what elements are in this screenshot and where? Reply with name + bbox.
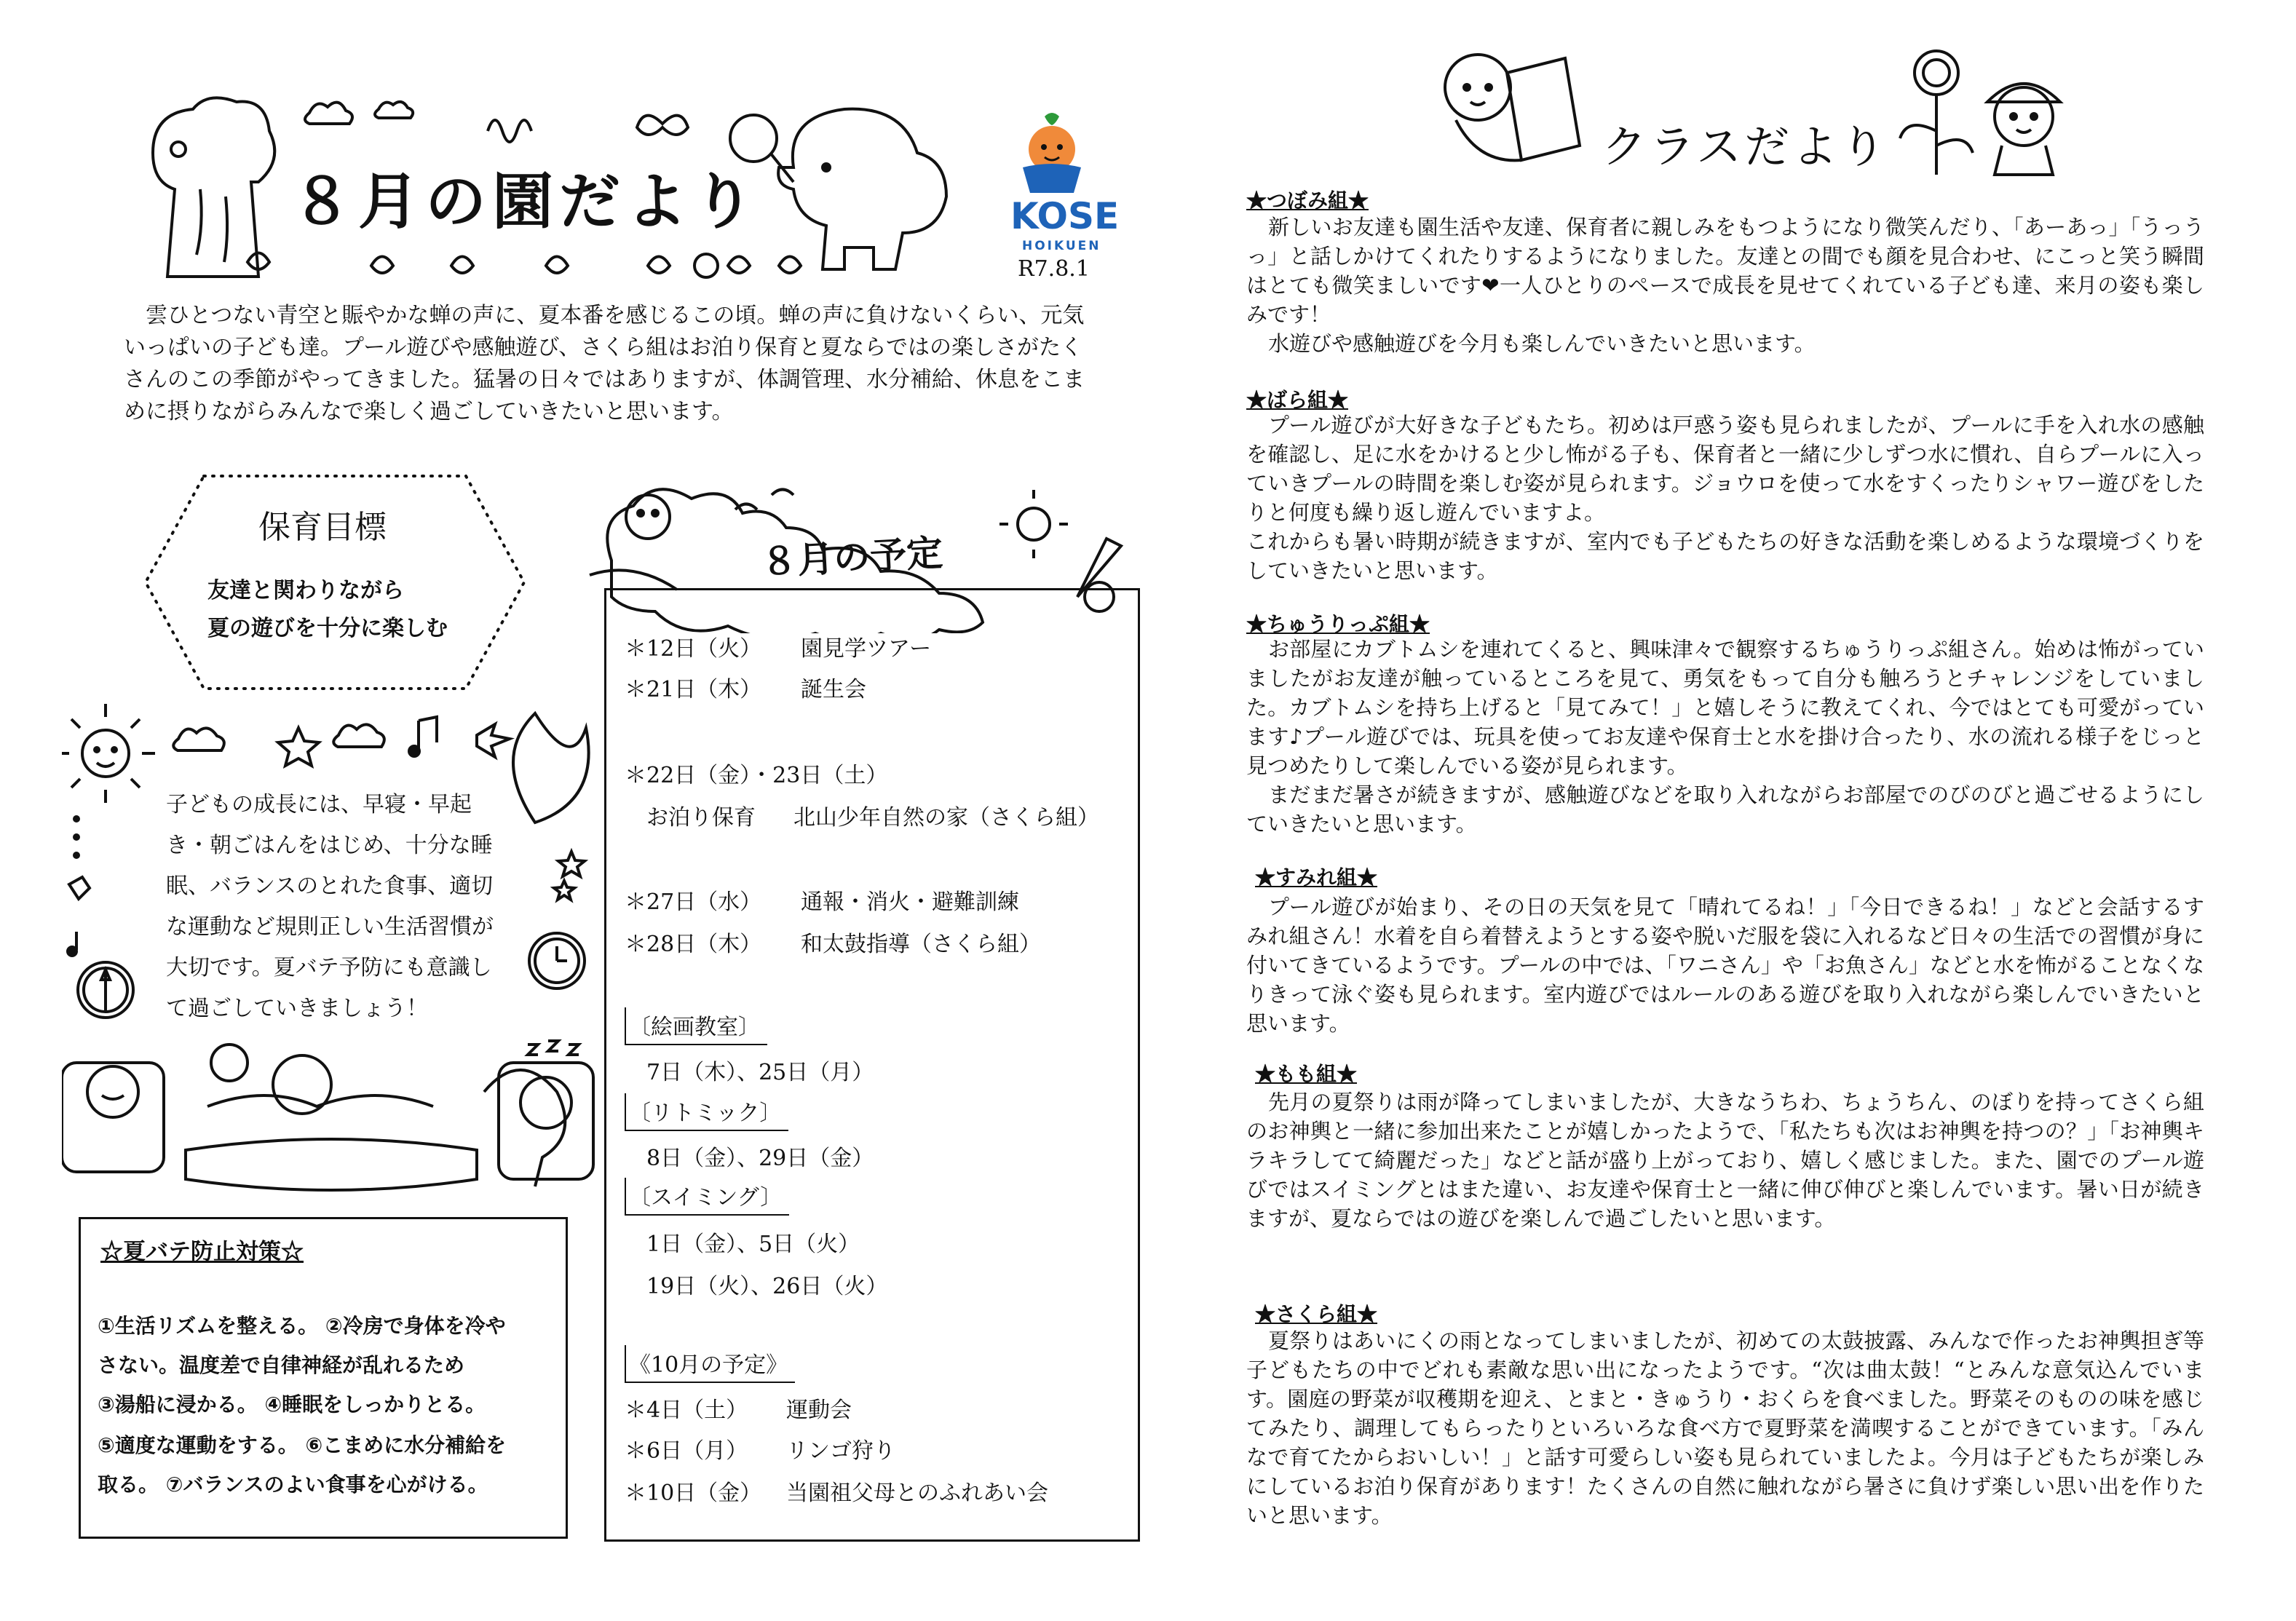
class-report	[1246, 1326, 2204, 1530]
class-paragraph: 夏祭りはあいにくの雨となってしまいましたが、初めての太鼓披露、みんなで作ったお神輿担ぎ等子どもたちの中でどれも素敵な思い出になったようです。“次は曲太鼓！“とみんな意気込んでいます。園庭の野菜が収穫期を迎え、とまと・きゅうり・おくらを食べました。野菜そのものの味を感じてみたり、調理してもらったりといろいろな食べ方で夏野菜を満喫することができています。「みんなで育てたからおいしい！」と話す可愛らしい姿も見られていましたよ。今月は子どもたちが楽しみにしているお泊り保育があります！たくさんの自然に触れながら暑さに負けず楽しい思い出を作りたいと思います。	[1246, 1328, 2204, 1528]
tip-line: さない。温度差で自律神経が乱れるため	[98, 1353, 465, 1377]
logo-subtext: HOIKUEN	[1022, 239, 1101, 253]
october-event: 運動会	[786, 1398, 852, 1423]
class-paragraph: プール遊びが始まり、その日の天気を見て「晴れてるね！」「今日できるね！」などと会話するすみれ組さん！水着を自ら着替えようとする姿や脱いだ服を袋に入れるなど日々の生活での習慣が身に付いてきているようです。プールの中では、「ワニさん」や「お魚さん」などと水を怖がることなくなりきって泳ぐ姿も見られます。室内遊びではルールのある遊びを取り入れながら楽しんでいきたいと思います。	[1246, 895, 2204, 1036]
schedule-event: 園見学ツアー	[801, 636, 932, 662]
rhythmic-label: 〔リトミック〕	[625, 1093, 788, 1131]
class-report	[1246, 892, 2204, 1038]
tip-line: 取る。 ⑦バランスのよい食事を心がける。	[98, 1473, 488, 1497]
class-paragraph: プール遊びが大好きな子どもたち。初めは戸惑う姿も見られましたが、プールに手を入れ水の感触を確認し、足に水をかけると少し怖がる子も、保育者と一緒に少しずつ水に慣れ、自らプールに入っていきプールの時間を楽しむ姿が見られます。ジョウロを使って水をすくったりシャワー遊びをしたりと何度も繰り返し遊んでいますよ。	[1246, 413, 2204, 525]
swimming-label: 〔スイミング〕	[625, 1178, 789, 1216]
painting-label: 〔絵画教室〕	[625, 1007, 767, 1045]
goal-line-2: 夏の遊びを十分に楽しむ	[207, 616, 448, 641]
class-name: ★すみれ組★	[1255, 865, 1378, 889]
goal-title: 保育目標	[258, 509, 387, 546]
class-report	[1246, 411, 2204, 585]
october-date: ＊10日（金）	[625, 1481, 762, 1506]
class-paragraph: お部屋にカブトムシを連れてくると、興味津々で観察するちゅうりっぷ組さん。始めは怖がっていましたがお友達が触っているところを見て、勇気をもって自分も触ろうとチャレンジをしていました。カブトムシを持ち上げると「見てみて！」と嬉しそうに教えてくれ、今ではとても可愛がっています♪プール遊びでは、玩具を使ってお友達や保育士と水を掛け合ったり、水の流れる様子をじっと見つめたりして楽しんでいる姿が見られます。	[1246, 637, 2204, 778]
schedule-date: ＊22日（金）・23日（土）	[625, 763, 888, 788]
schedule-title: ８月の予定	[759, 531, 944, 584]
class-name: ★ちゅうりっぷ組★	[1246, 612, 1430, 636]
newsletter-title: ８月の園だより	[291, 165, 761, 237]
class-paragraph: これからも暑い時期が続きますが、室内でも子どもたちの好きな活動を楽しめるような環境づくりをしていきたいと思います。	[1246, 529, 2204, 583]
swimming-dates: 19日（火）、26日（火）	[646, 1274, 888, 1299]
class-paragraph: 先月の夏祭りは雨が降ってしまいましたが、大きなうちわ、ちょうちん、のぼりを持ってさくら組のお神輿と一緒に参加出来たことが嬉しかったようで、「私たちも次はお神輿を持つの？」「お神輿キラキラしてて綺麗だった」などと話が盛り上がっており、嬉しく感じました。また、園でのプール遊びではスイミングとはまた違い、お友達や保育士と一緒に伸び伸びと楽しんでいます。暑い日が続きますが、夏ならではの遊びを楽しんで過ごしたいと思います。	[1246, 1090, 2204, 1231]
tip-line: ①生活リズムを整える。 ②冷房で身体を冷や	[98, 1314, 506, 1338]
schedule-date: お泊り保育	[646, 805, 756, 831]
class-report	[1246, 635, 2204, 839]
class-report	[1246, 1087, 2204, 1233]
schedule-event: 和太鼓指導（さくら組）	[801, 932, 1041, 957]
october-label: 《10月の予定》	[625, 1345, 795, 1383]
rhythmic-dates: 8日（金）、29日（金）	[646, 1146, 874, 1171]
goal-line-1: 友達と関わりながら	[207, 578, 404, 603]
class-news-title: クラスだより	[1602, 120, 1889, 173]
intro-paragraph: 雲ひとつない青空と賑やかな蝉の声に、夏本番を感じるこの頃。蝉の声に負けないくらい、元気いっぱいの子ども達。プール遊びや感触遊び、さくら組はお泊り保育と夏ならではの楽しさがたくさんのこの季節がやってきました。猛暑の日々ではありますが、体調管理、水分補給、休息をこまめに摂りながらみんなで楽しく過ごしていきたいと思います。	[124, 303, 1085, 424]
tip-line: ③湯船に浸かる。 ④睡眠をしっかりとる。	[98, 1392, 486, 1416]
schedule-date: ＊21日（木）	[625, 677, 762, 702]
class-paragraph: 水遊びや感触遊びを今月も楽しんでいきたいと思います。	[1268, 331, 1816, 356]
october-event: リンゴ狩り	[786, 1438, 895, 1464]
schedule-event: 通報・消火・避難訓練	[801, 889, 1019, 915]
tips-title: ☆夏バテ防止対策☆	[100, 1239, 304, 1265]
class-name: ★つぼみ組★	[1246, 189, 1369, 213]
class-report	[1246, 213, 2204, 358]
october-event: 当園祖父母とのふれあい会	[786, 1481, 1048, 1506]
tip-line: ⑤適度な運動をする。 ⑥こまめに水分補給を	[98, 1433, 507, 1457]
class-name: ★もも組★	[1255, 1062, 1358, 1086]
logo-text: KOSE	[1010, 195, 1120, 237]
schedule-event: 北山少年自然の家（さくら組）	[793, 805, 1099, 831]
health-advice-text: 子どもの成長には、早寝・早起き・朝ごはんをはじめ、十分な睡眠、バランスのとれた食事、適切な運動など規則正しい生活習慣が大切です。夏バテ予防にも意識して過ごしていきましょう！	[166, 792, 494, 1021]
swimming-dates: 1日（金）、5日（火）	[646, 1232, 860, 1257]
schedule-date: ＊27日（水）	[625, 889, 762, 915]
schedule-date: ＊28日（木）	[625, 932, 762, 957]
schedule-event: 誕生会	[801, 677, 866, 702]
october-date: ＊4日（土）	[625, 1398, 748, 1423]
class-name: ★ばら組★	[1246, 388, 1349, 412]
class-paragraph: 新しいお友達も園生活や友達、保育者に親しみをもつようになり微笑んだり、「あーあっ」「うっうっ」と話しかけてくれたりするようになりました。友達との間でも顔を見合わせ、にこっと笑う瞬間はとても微笑ましいです❤一人ひとりのペースで成長を見せてくれている子ども達、来月の姿も楽しみです！	[1246, 215, 2204, 327]
issue-date: R7.8.1	[1018, 256, 1090, 282]
schedule-date: ＊12日（火）	[625, 636, 762, 662]
kose-mascot-logo	[1012, 109, 1092, 197]
october-date: ＊6日（月）	[625, 1438, 748, 1464]
class-name: ★さくら組★	[1255, 1302, 1378, 1326]
painting-dates: 7日（木）、25日（月）	[646, 1060, 874, 1085]
class-paragraph: まだまだ暑さが続きますが、感触遊びなどを取り入れながらお部屋でのびのびと過ごせるようにしていきたいと思います。	[1246, 782, 2204, 836]
